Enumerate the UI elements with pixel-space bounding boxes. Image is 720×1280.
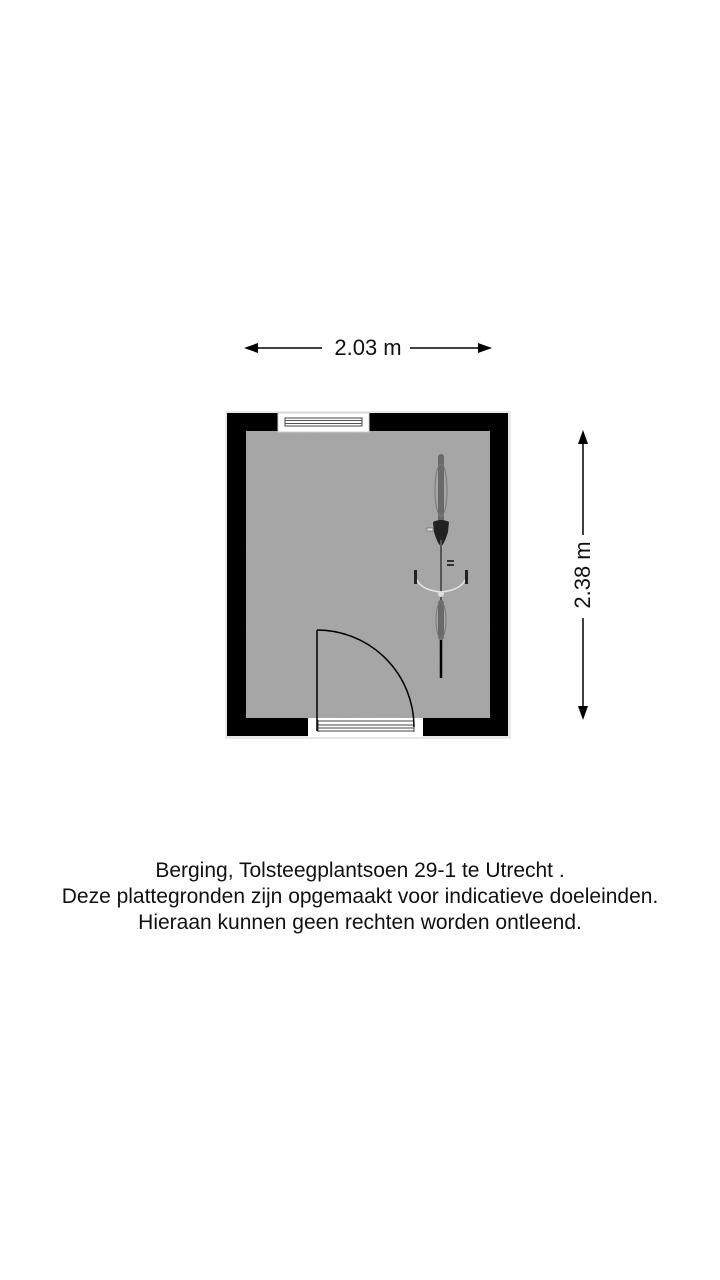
floorplan-caption: [0, 858, 720, 936]
caption-address: Berging, Tolsteegplantsoen 29-1 te Utrecht .: [155, 859, 565, 882]
width-label: 2.03 m: [334, 335, 402, 360]
window: [278, 413, 369, 432]
caption-legal-note: Hieraan kunnen geen rechten worden ontleend.: [138, 911, 582, 934]
height-label: 2.38 m: [570, 541, 595, 609]
room-floor: [246, 431, 490, 718]
caption-disclaimer: Deze plattegronden zijn opgemaakt voor indicatieve doeleinden.: [61, 885, 659, 908]
